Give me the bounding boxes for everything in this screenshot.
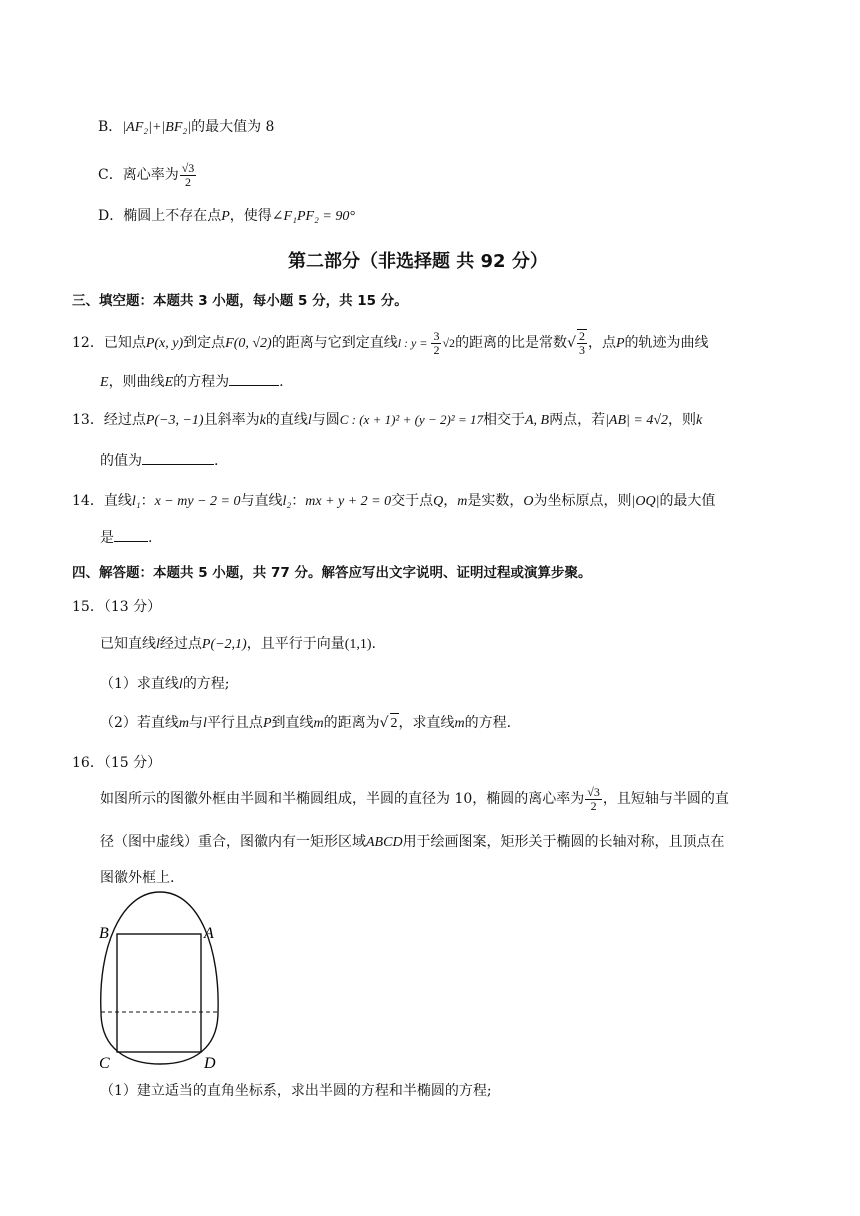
option-d: D．椭圆上不存在点P，使得∠F₁PF₂ = 90° xyxy=(98,208,355,224)
question-13-line-2: 的值为 . xyxy=(100,450,218,471)
question-14-line-2: 是 . xyxy=(100,527,152,548)
option-c: C．离心率为 $\frac{√3}{2}$ xyxy=(98,160,195,189)
question-15-header: 15．（13 分） xyxy=(72,599,162,615)
section-4-heading: 四、解答题：本题共 5 小题，共 77 分。解答应写出文字说明、证明过程或演算步聚。 xyxy=(72,565,592,581)
question-15-part-2: （2）若直线m与l平行且点P到直线m的距离为√ 2，求直线m的方程. xyxy=(100,713,511,734)
emblem-figure xyxy=(90,890,250,1070)
question-14-line-1: 14．直线l₁：x − my − 2 = 0与直线l₂：mx + y + 2 = 0交于点Q，m是实数，O为坐标原点，则|OQ|的最大值 xyxy=(72,493,716,509)
question-16-line-1: 如图所示的图徽外框由半圆和半椭圆组成，半圆的直径为 10，椭圆的离心率为 $\frac{√3}{2}$ ，且短轴与半圆的直 xyxy=(100,784,729,813)
option-d-math: ∠F₁PF₂ = 90° xyxy=(271,209,355,224)
label-d: D xyxy=(204,1055,216,1070)
q13-answer-blank[interactable] xyxy=(142,450,214,465)
question-12-line-2: E，则曲线E的方程为 . xyxy=(100,371,284,393)
question-16-line-2: 径（图中虚线）重合，图徽内有一矩形区域ABCD用于绘画图案，矩形关于椭圆的长轴对称，且顶点在 xyxy=(100,834,725,850)
question-12-line-1: 12．已知点P(x, y)到定点F(0, √2)的距离与它到定直线l : y = $\frac{3}{2}$ √2的距离的比是常数√ $\frac{2}{3}$ ，点P的轨迹为曲线 xyxy=(72,328,709,357)
part-two-title: 第二部分（非选择题 共 92 分） xyxy=(288,251,548,272)
q14-answer-blank[interactable] xyxy=(114,527,148,542)
option-c-fraction: $\frac{√3}{2}$ xyxy=(181,160,195,189)
rectangle-abcd xyxy=(117,934,201,1052)
question-15-stem: 已知直线l经过点P(−2,1)，且平行于向量(1,1). xyxy=(100,636,376,652)
question-15-part-1: （1）求直线l的方程; xyxy=(100,676,230,692)
section-3-heading: 三、填空题：本题共 3 小题，每小题 5 分，共 15 分。 xyxy=(72,293,408,309)
label-a: A xyxy=(204,925,214,942)
question-16-part-1: （1）建立适当的直角坐标系，求出半圆的方程和半椭圆的方程; xyxy=(100,1083,492,1099)
label-c: C xyxy=(99,1055,110,1070)
q12-answer-blank[interactable] xyxy=(229,371,279,386)
question-16-line-3: 图徽外框上. xyxy=(100,870,175,886)
option-b: B．|AF₂|+|BF₂|的最大值为 8 xyxy=(98,119,275,135)
question-13-line-1: 13．经过点P(−3, −1)且斜率为k的直线l与圆C : (x + 1)² + (y − 2)² = 17相交于A, B两点，若|AB| = 4√2，则k xyxy=(72,412,703,428)
q12-constant: $\frac{2}{3}$ xyxy=(578,329,585,357)
question-16-header: 16．（15 分） xyxy=(72,755,162,771)
option-b-math: |AF₂|+|BF₂| xyxy=(122,120,192,135)
label-b: B xyxy=(99,925,109,942)
